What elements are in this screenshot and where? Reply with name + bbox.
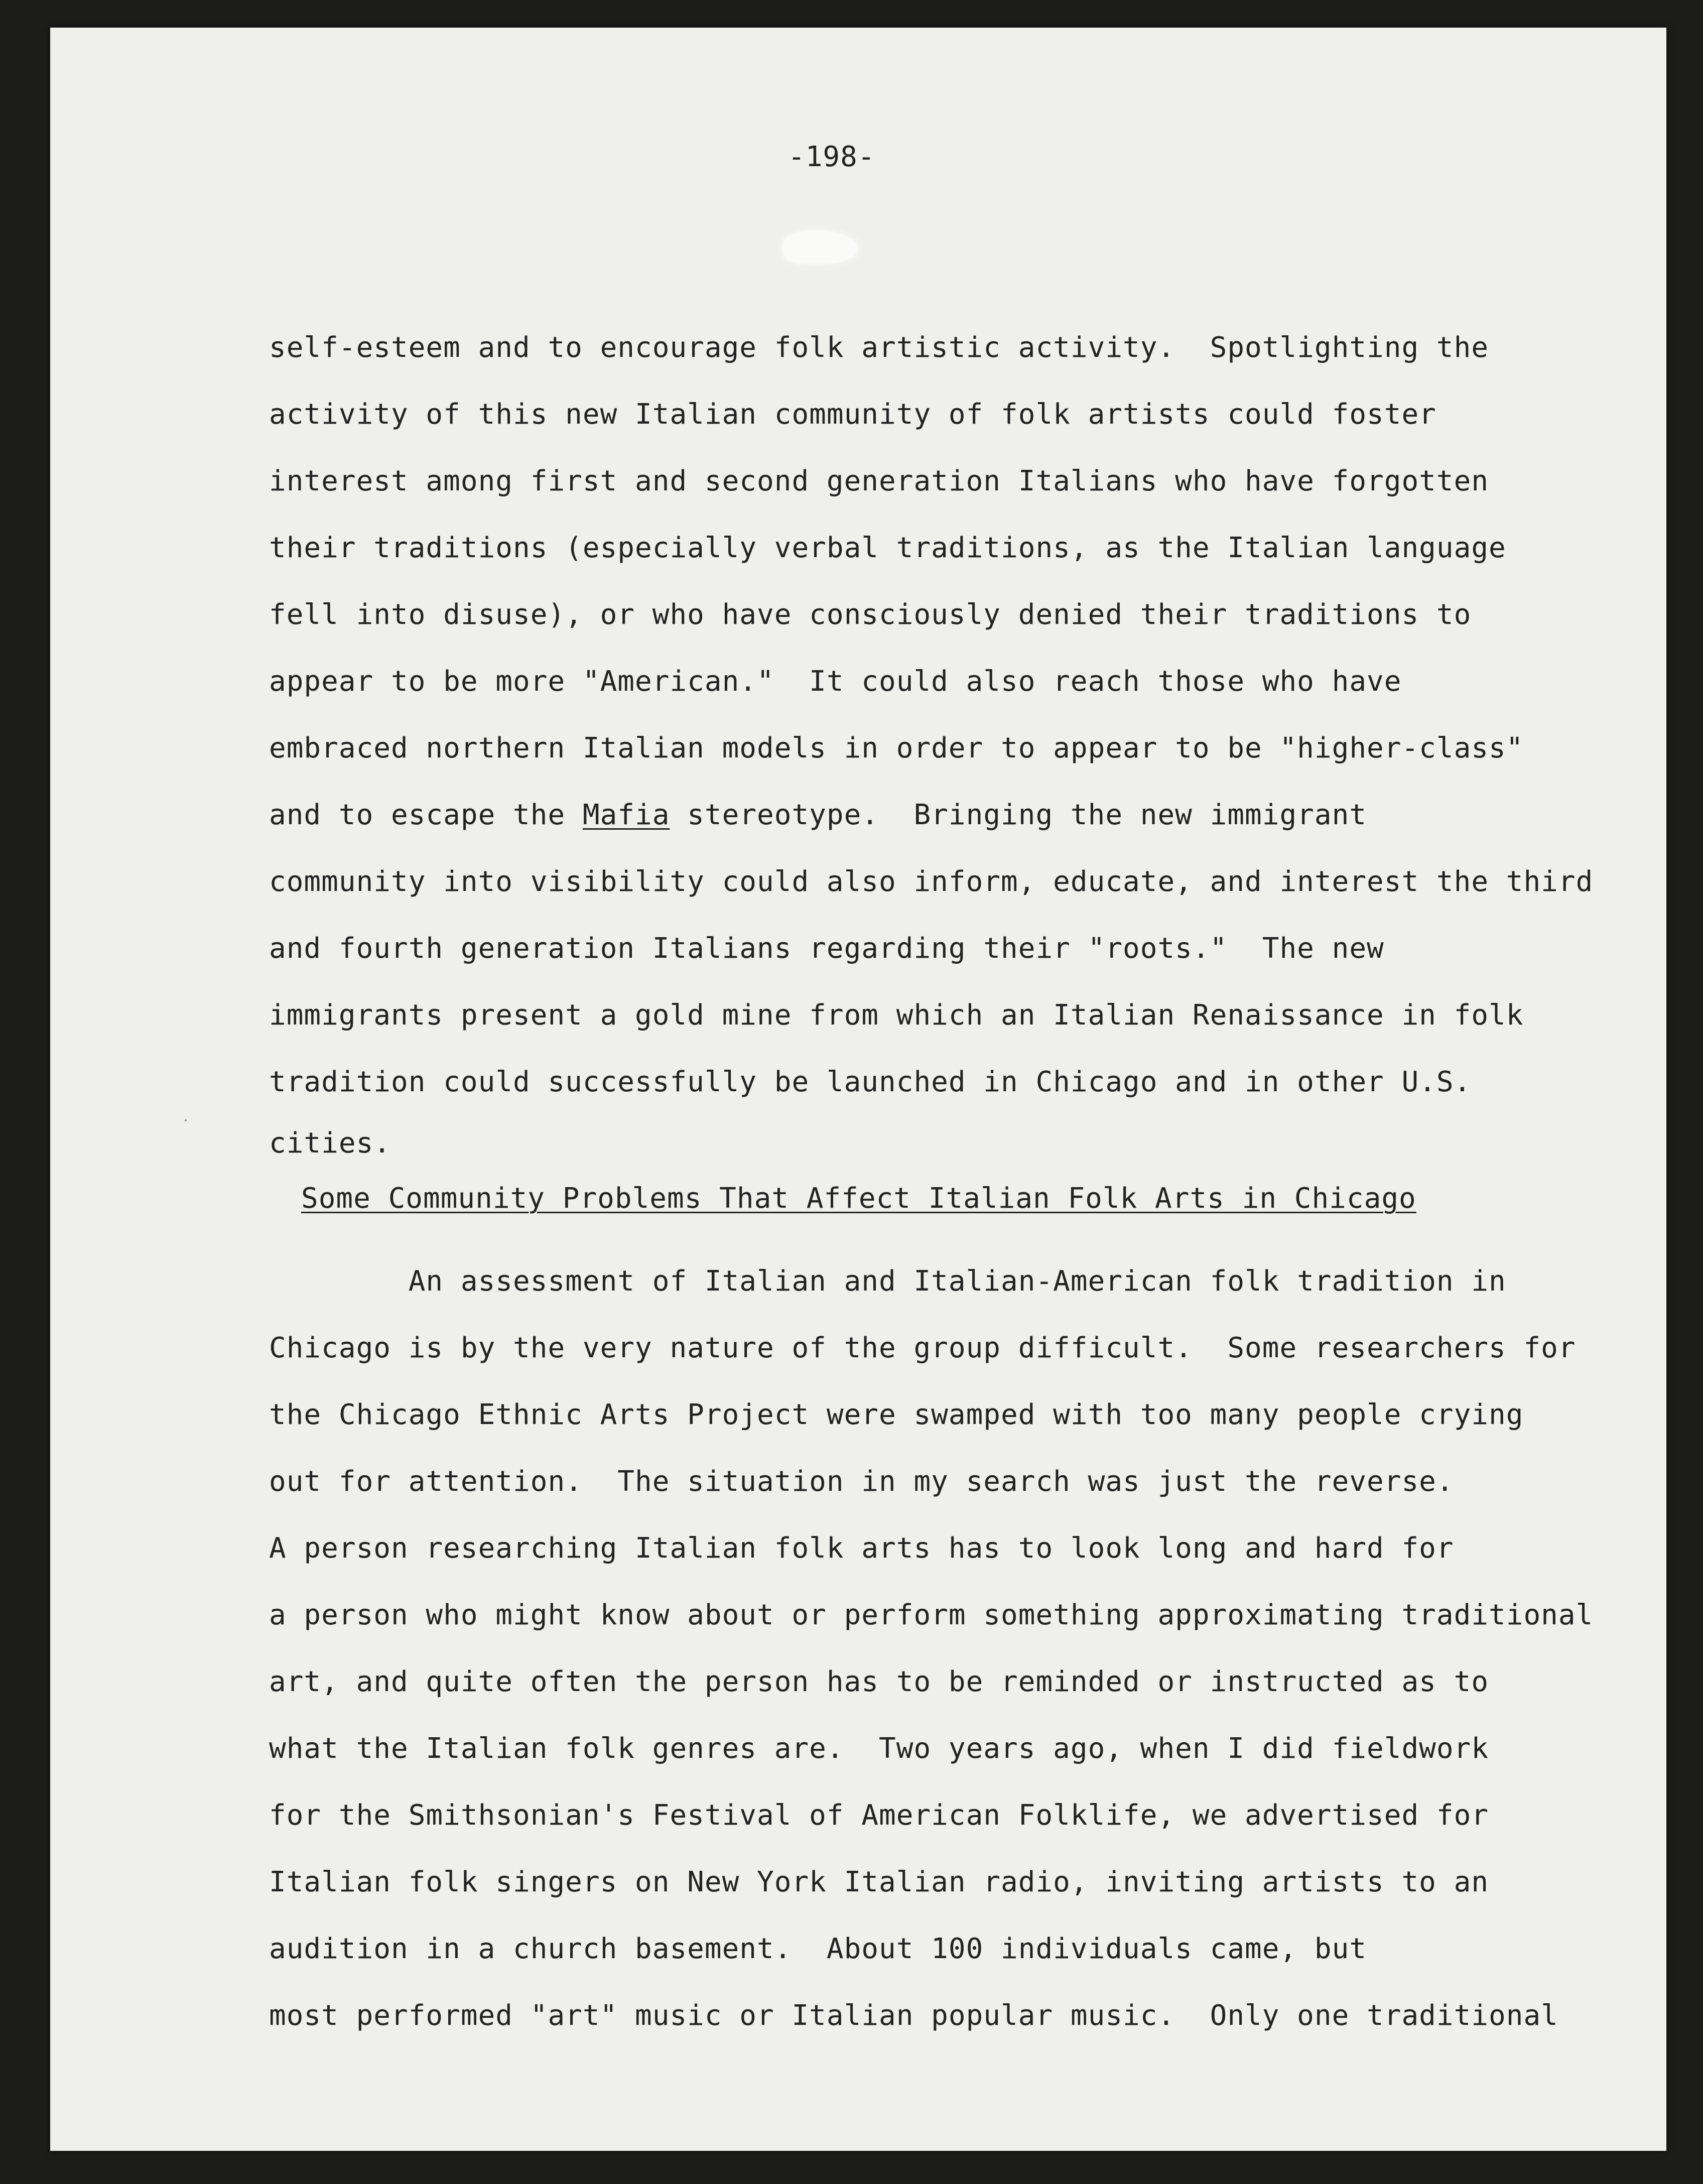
text-line: out for attention. The situation in my search was just the reverse.	[269, 1465, 1454, 1498]
text-line: tradition could successfully be launched in Chicago and in other U.S.	[269, 1066, 1472, 1098]
section-heading: Some Community Problems That Affect Italian Folk Arts in Chicago	[301, 1182, 1416, 1215]
text-line: fell into disuse), or who have consciously denied their traditions to	[269, 598, 1472, 631]
text-line: appear to be more "American." It could also reach those who have	[269, 665, 1402, 698]
page-number: -198-	[788, 141, 875, 173]
text-line: most performed "art" music or Italian popular music. Only one traditional	[269, 1999, 1558, 2032]
document-page	[50, 28, 1666, 2151]
text-line: interest among first and second generation Italians who have forgotten	[269, 465, 1489, 497]
text-line: community into visibility could also inform, educate, and interest the third	[269, 865, 1594, 898]
underlined-word: Mafia	[582, 799, 670, 831]
text-line: the Chicago Ethnic Arts Project were swamped with too many people crying	[269, 1398, 1524, 1431]
text-line: and fourth generation Italians regarding their "roots." The new	[269, 932, 1384, 965]
text-line: their traditions (especially verbal traditions, as the Italian language	[269, 532, 1506, 564]
text-line: Chicago is by the very nature of the group difficult. Some researchers for	[269, 1332, 1576, 1364]
paper-smudge	[783, 231, 858, 264]
text-line	[269, 799, 1367, 831]
text-line: immigrants present a gold mine from which an Italian Renaissance in folk	[269, 999, 1524, 1032]
text-line: Italian folk singers on New York Italian radio, inviting artists to an	[269, 1866, 1489, 1898]
text-line: what the Italian folk genres are. Two years ago, when I did fieldwork	[269, 1732, 1489, 1765]
text-segment: stereotype. Bringing the new immigrant	[670, 799, 1367, 831]
text-line: activity of this new Italian community of folk artists could foster	[269, 398, 1436, 431]
text-line: An assessment of Italian and Italian-American folk tradition in	[269, 1265, 1506, 1298]
text-line: self-esteem and to encourage folk artistic activity. Spotlighting the	[269, 331, 1489, 364]
text-segment: and to escape the	[269, 799, 583, 831]
text-line: art, and quite often the person has to be reminded or instructed as to	[269, 1665, 1489, 1698]
text-line: audition in a church basement. About 100 individuals came, but	[269, 1933, 1367, 1965]
text-line: cities.	[269, 1127, 391, 1160]
text-line: for the Smithsonian's Festival of American Folklife, we advertised for	[269, 1799, 1489, 1832]
text-line: a person who might know about or perform something approximating traditional	[269, 1599, 1594, 1631]
text-line: embraced northern Italian models in order to appear to be "higher-class"	[269, 732, 1524, 764]
margin-mark	[185, 1119, 187, 1121]
text-line: A person researching Italian folk arts has to look long and hard for	[269, 1532, 1454, 1565]
